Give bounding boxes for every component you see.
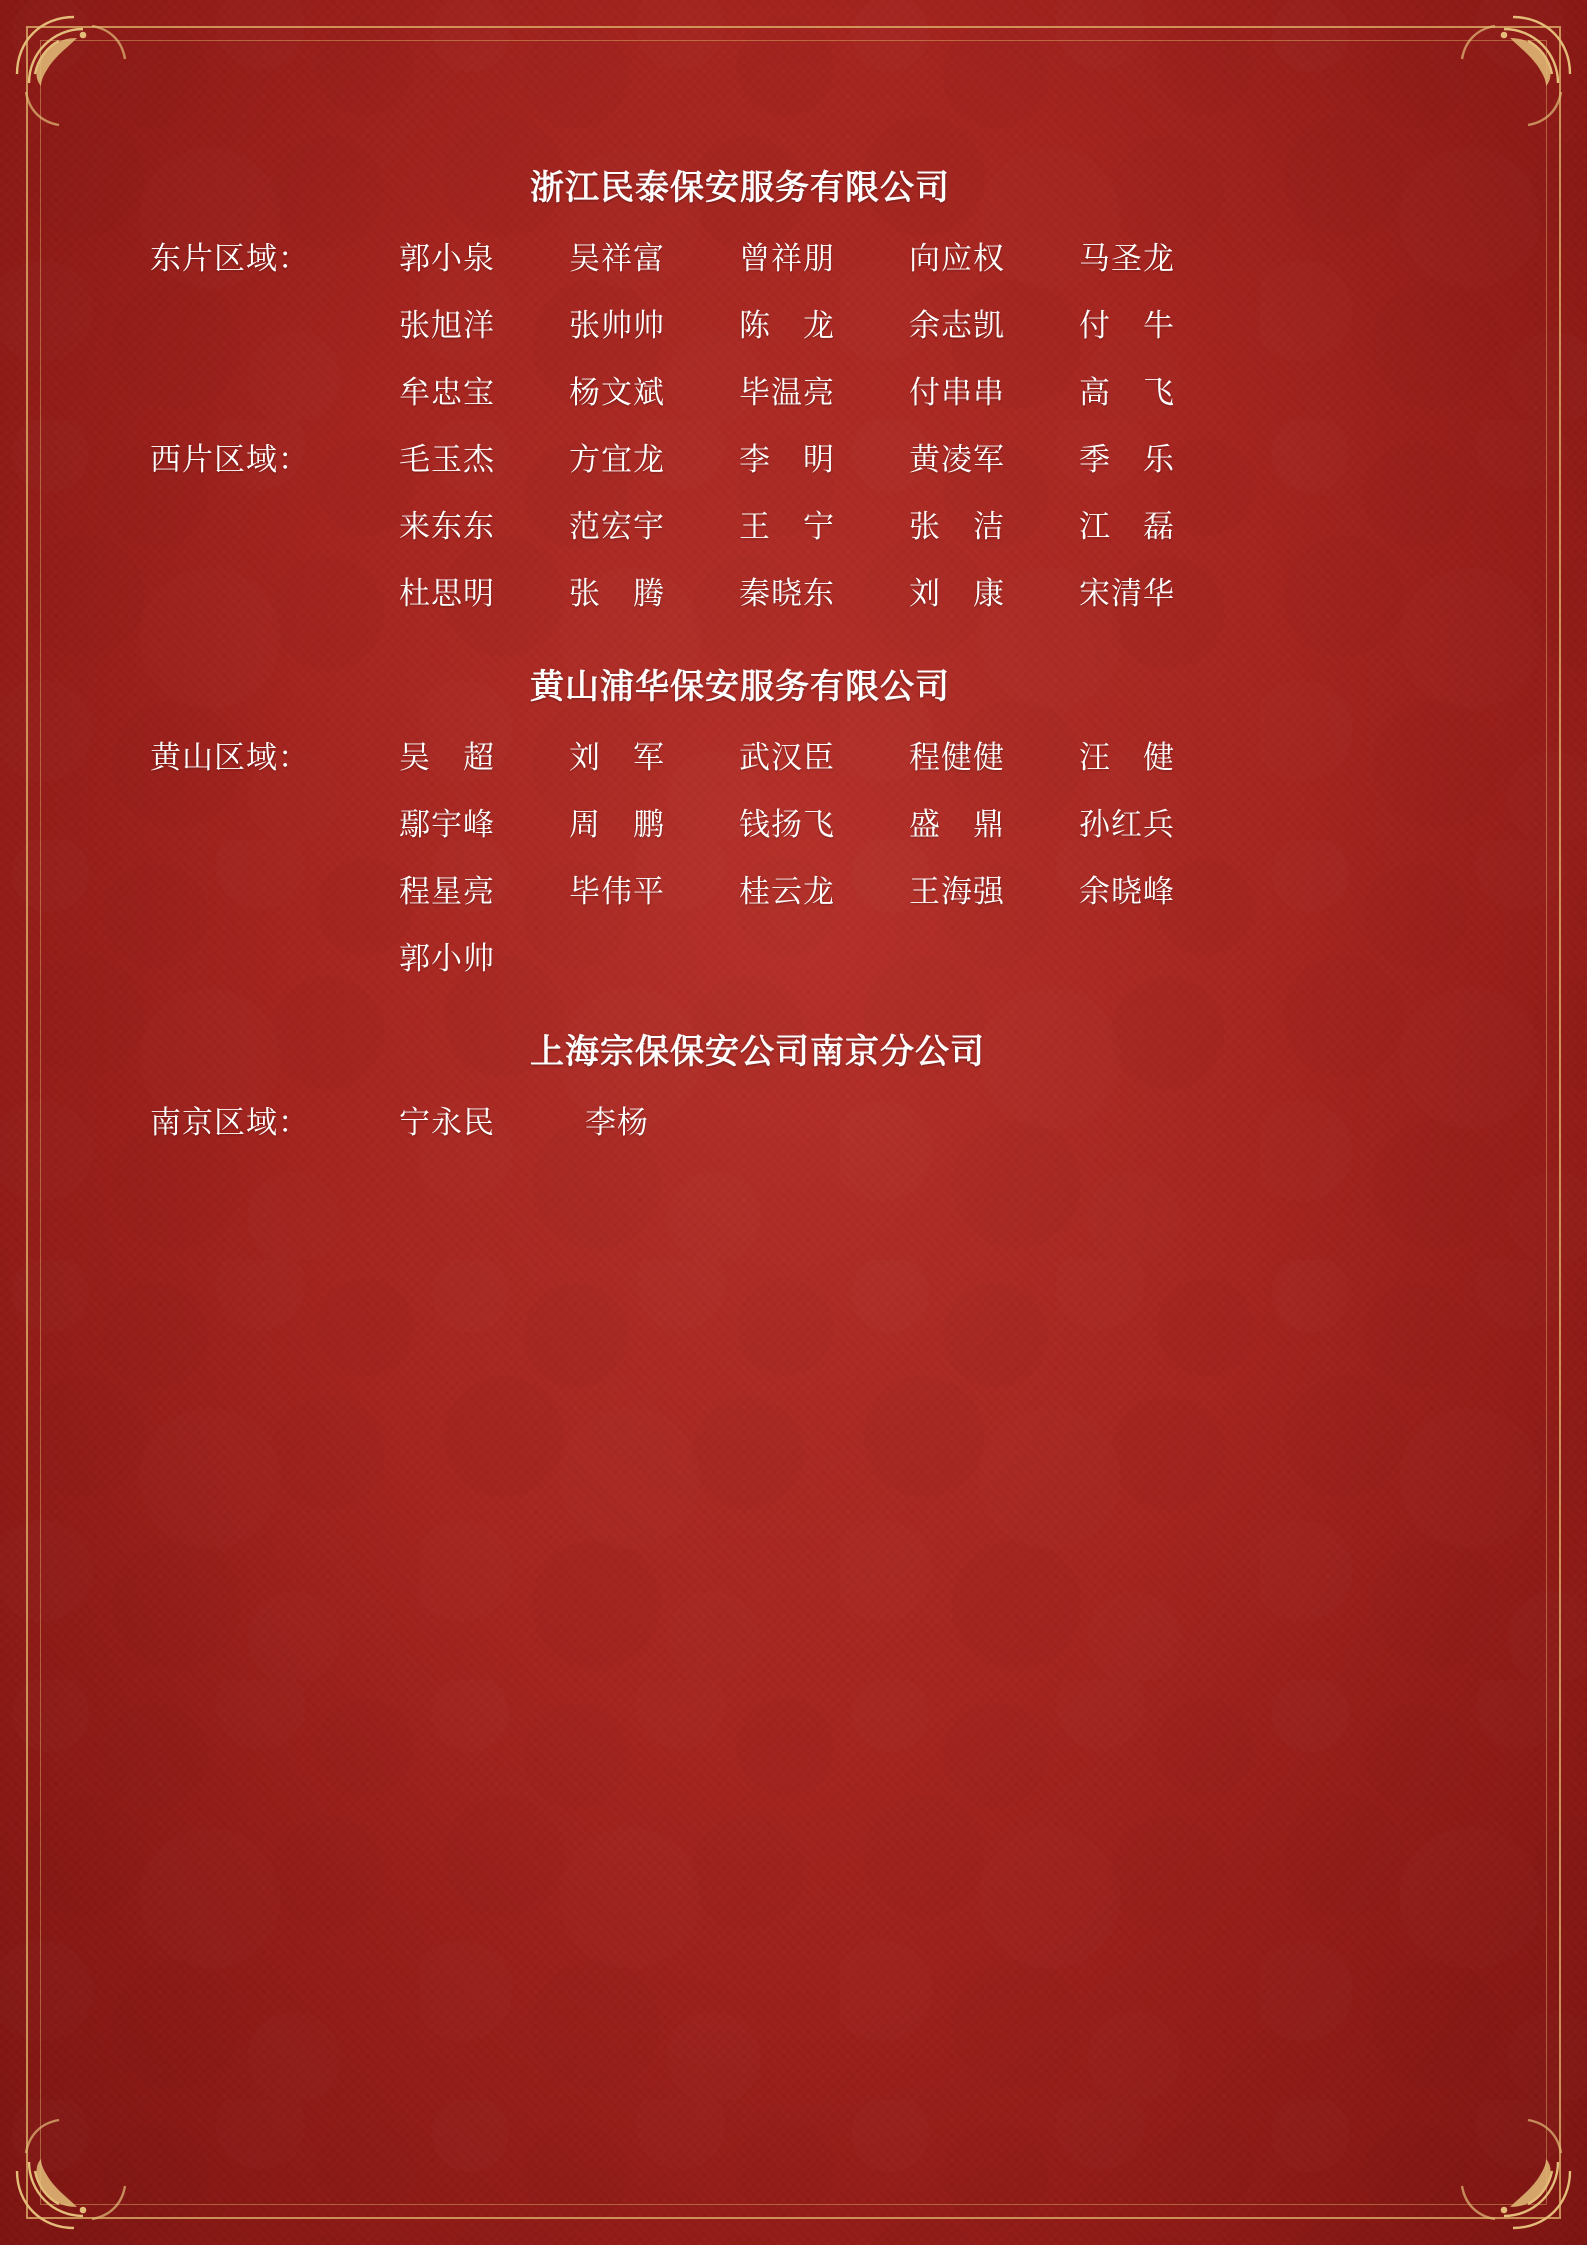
company-section bbox=[150, 1024, 1437, 1142]
person-name: 程健健 bbox=[909, 740, 1005, 775]
person-name: 向应权 bbox=[909, 241, 1005, 276]
region-label: 黄山区域： bbox=[150, 740, 310, 775]
name-row bbox=[150, 300, 1437, 345]
person-name: 桂云龙 bbox=[739, 874, 835, 909]
person-name: 吴祥富 bbox=[569, 241, 665, 276]
person-name: 程星亮 bbox=[399, 874, 495, 909]
name-group bbox=[362, 933, 1437, 978]
person-name: 郭小帅 bbox=[399, 941, 495, 976]
name-group bbox=[362, 367, 1437, 412]
person-name: 付 牛 bbox=[1079, 308, 1175, 343]
name-row bbox=[150, 799, 1437, 844]
person-name: 鄢宇峰 bbox=[399, 807, 495, 842]
person-name: 张 腾 bbox=[569, 576, 665, 611]
person-name: 范宏宇 bbox=[569, 509, 665, 544]
region-label: 东片区域： bbox=[150, 241, 310, 276]
person-name: 方宜龙 bbox=[569, 442, 665, 477]
name-group bbox=[362, 434, 1437, 479]
company-section bbox=[150, 160, 1437, 613]
corner-flourish-top-left-icon bbox=[14, 14, 164, 164]
person-name: 毛玉杰 bbox=[399, 442, 495, 477]
person-name: 牟忠宝 bbox=[399, 375, 495, 410]
person-name: 宁永民 bbox=[399, 1105, 495, 1140]
person-name: 季 乐 bbox=[1079, 442, 1175, 477]
person-name: 黄凌军 bbox=[909, 442, 1005, 477]
name-row bbox=[150, 732, 1437, 777]
company-title: 上海宗保保安公司南京分公司 bbox=[530, 1034, 985, 1071]
name-row bbox=[150, 233, 1437, 278]
person-name: 秦晓东 bbox=[739, 576, 835, 611]
name-group bbox=[362, 1097, 1437, 1142]
person-name: 李 明 bbox=[739, 442, 835, 477]
company-title: 浙江民泰保安服务有限公司 bbox=[530, 170, 950, 207]
name-group bbox=[362, 300, 1437, 345]
person-name: 刘 康 bbox=[909, 576, 1005, 611]
person-name: 高 飞 bbox=[1079, 375, 1175, 410]
name-row bbox=[150, 501, 1437, 546]
company-section bbox=[150, 659, 1437, 978]
name-row bbox=[150, 568, 1437, 613]
name-group bbox=[362, 233, 1437, 278]
person-name: 刘 军 bbox=[569, 740, 665, 775]
person-name: 张 洁 bbox=[909, 509, 1005, 544]
person-name: 毕伟平 bbox=[569, 874, 665, 909]
person-name: 杜思明 bbox=[399, 576, 495, 611]
person-name: 张旭洋 bbox=[399, 308, 495, 343]
person-name: 吴 超 bbox=[399, 740, 495, 775]
person-name: 孙红兵 bbox=[1079, 807, 1175, 842]
name-row bbox=[150, 1097, 1437, 1142]
person-name: 宋清华 bbox=[1079, 576, 1175, 611]
person-name: 来东东 bbox=[399, 509, 495, 544]
name-row bbox=[150, 434, 1437, 479]
person-name: 周 鹏 bbox=[569, 807, 665, 842]
name-group bbox=[362, 568, 1437, 613]
name-group bbox=[362, 732, 1437, 777]
name-list-content bbox=[0, 160, 1587, 1188]
corner-flourish-bottom-left-icon bbox=[14, 2081, 164, 2231]
region-label: 西片区域： bbox=[150, 442, 310, 477]
name-group bbox=[362, 799, 1437, 844]
person-name: 杨文斌 bbox=[569, 375, 665, 410]
name-group bbox=[362, 501, 1437, 546]
person-name: 钱扬飞 bbox=[739, 807, 835, 842]
person-name: 陈 龙 bbox=[739, 308, 835, 343]
person-name: 余晓峰 bbox=[1079, 874, 1175, 909]
person-name: 曾祥朋 bbox=[739, 241, 835, 276]
person-name: 王 宁 bbox=[739, 509, 835, 544]
person-name: 江 磊 bbox=[1079, 509, 1175, 544]
person-name: 毕温亮 bbox=[739, 375, 835, 410]
person-name: 盛 鼎 bbox=[909, 807, 1005, 842]
person-name: 郭小泉 bbox=[399, 241, 495, 276]
name-row bbox=[150, 367, 1437, 412]
person-name: 李杨 bbox=[585, 1105, 649, 1140]
region-label: 南京区域： bbox=[150, 1105, 310, 1140]
person-name: 武汉臣 bbox=[739, 740, 835, 775]
name-group bbox=[362, 866, 1437, 911]
corner-flourish-bottom-right-icon bbox=[1423, 2081, 1573, 2231]
person-name: 张帅帅 bbox=[569, 308, 665, 343]
person-name: 余志凯 bbox=[909, 308, 1005, 343]
name-row bbox=[150, 933, 1437, 978]
person-name: 马圣龙 bbox=[1079, 241, 1175, 276]
company-title: 黄山浦华保安服务有限公司 bbox=[530, 669, 950, 706]
person-name: 汪 健 bbox=[1079, 740, 1175, 775]
person-name: 付串串 bbox=[909, 375, 1005, 410]
person-name: 王海强 bbox=[909, 874, 1005, 909]
corner-flourish-top-right-icon bbox=[1423, 14, 1573, 164]
name-row bbox=[150, 866, 1437, 911]
